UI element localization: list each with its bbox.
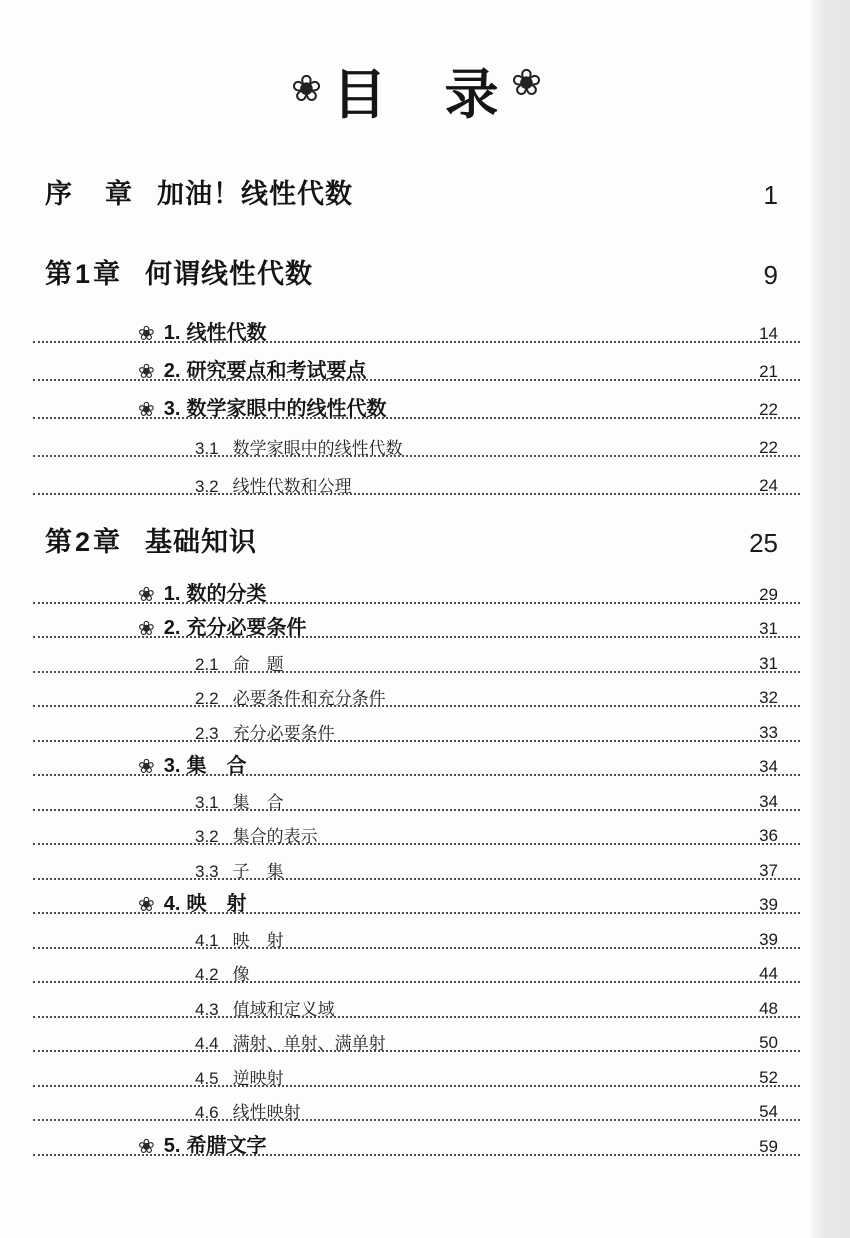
toc-item <box>33 985 800 1020</box>
item-page-number: 22 <box>759 400 778 419</box>
dotted-leader-line <box>33 1016 800 1018</box>
item-title: 数学家眼中的线性代数 <box>186 398 387 420</box>
toc-item <box>33 951 800 986</box>
chapter-title: 加油！线性代数 <box>157 179 353 209</box>
dotted-leader-line <box>33 493 800 495</box>
item-page-number: 33 <box>759 722 778 742</box>
item-page-number: 31 <box>759 619 778 638</box>
item-number: 2. <box>163 360 181 382</box>
item-title: 充分必要条件 <box>186 617 307 639</box>
item-page-number: 52 <box>759 1067 778 1087</box>
toc-item <box>33 813 800 848</box>
toc-chapter-heading <box>33 175 800 211</box>
toc-item <box>33 916 800 951</box>
item-number: 2. <box>163 617 181 639</box>
item-number: 2.3 <box>195 723 219 743</box>
item-page-number: 31 <box>759 653 778 673</box>
chapter-label: 第1章 <box>45 259 124 289</box>
item-number: 4.6 <box>195 1103 219 1122</box>
toc-item <box>33 421 800 459</box>
item-page-number: 54 <box>759 1102 778 1121</box>
dotted-leader-line <box>33 705 800 707</box>
item-page-number: 59 <box>759 1136 778 1156</box>
dotted-leader-line <box>33 1085 800 1087</box>
toc-chapter-heading <box>33 521 800 559</box>
dotted-leader-line <box>33 947 800 949</box>
page-title-text: 目 录 <box>332 65 501 125</box>
item-title: 数的分类 <box>186 582 267 605</box>
dotted-leader-line <box>33 878 800 880</box>
item-title: 希腊文字 <box>186 1134 267 1157</box>
flower-icon: ❀ <box>138 756 155 778</box>
item-page-number: 44 <box>759 964 778 983</box>
dotted-leader-line <box>33 671 800 673</box>
item-title: 必要条件和充分条件 <box>232 689 386 708</box>
item-page-number: 37 <box>759 860 778 880</box>
item-page-number: 50 <box>759 1033 778 1052</box>
item-number: 3. <box>163 755 181 777</box>
dotted-leader-line <box>33 981 800 983</box>
flower-icon: ❀ <box>138 361 155 383</box>
item-number: 2.1 <box>195 654 219 674</box>
toc-item <box>33 882 800 917</box>
chapter-items-group <box>33 307 800 497</box>
chapter-title: 基础知识 <box>145 527 258 557</box>
chapter-label: 序 章 <box>45 179 135 209</box>
chapter-page-number: 25 <box>749 528 778 558</box>
item-title: 线性映射 <box>232 1103 301 1122</box>
item-page-number: 36 <box>759 826 778 845</box>
flower-icon: ❀ <box>510 62 542 103</box>
item-number: 4. <box>163 893 181 915</box>
dotted-leader-line <box>33 1050 800 1052</box>
item-title: 子 集 <box>232 861 284 881</box>
item-page-number: 39 <box>759 895 778 914</box>
item-page-number: 29 <box>759 584 778 604</box>
flower-icon: ❀ <box>138 399 155 421</box>
dotted-leader-line <box>33 809 800 811</box>
item-title: 线性代数 <box>186 322 267 344</box>
toc-item <box>33 307 800 345</box>
item-number: 4.4 <box>195 1034 219 1053</box>
item-title: 值域和定义域 <box>232 999 335 1019</box>
item-number: 1. <box>163 322 181 344</box>
chapter-items-group <box>33 571 800 1158</box>
toc-chapter-heading <box>33 255 800 291</box>
item-number: 4.5 <box>195 1068 219 1088</box>
chapter-page-number: 1 <box>763 180 778 210</box>
toc-item <box>33 847 800 882</box>
item-title: 集 合 <box>186 755 247 777</box>
toc-item <box>33 1054 800 1089</box>
dotted-leader-line <box>33 455 800 457</box>
scanned-page-edge-shadow <box>812 0 850 1238</box>
item-number: 3.1 <box>195 439 219 458</box>
item-page-number: 39 <box>759 929 778 949</box>
toc-item <box>33 640 800 675</box>
toc-item <box>33 1089 800 1124</box>
item-page-number: 21 <box>759 362 778 381</box>
item-title: 集合的表示 <box>232 827 318 846</box>
flower-icon: ❀ <box>138 1135 155 1158</box>
item-title: 像 <box>232 965 250 984</box>
item-page-number: 32 <box>759 688 778 707</box>
item-title: 逆映射 <box>232 1068 284 1088</box>
item-title: 研究要点和考试要点 <box>186 360 367 382</box>
item-page-number: 48 <box>759 998 778 1018</box>
toc-item <box>33 709 800 744</box>
table-of-contents <box>33 175 800 1158</box>
toc-item <box>33 571 800 606</box>
item-page-number: 34 <box>759 791 778 811</box>
dotted-leader-line <box>33 843 800 845</box>
flower-icon: ❀ <box>138 894 155 916</box>
toc-item <box>33 1020 800 1055</box>
toc-item <box>33 459 800 497</box>
item-page-number: 24 <box>759 476 778 495</box>
item-number: 4.2 <box>195 965 219 984</box>
item-number: 2.2 <box>195 689 219 708</box>
toc-item <box>33 675 800 710</box>
item-title: 满射、单射、满单射 <box>232 1034 386 1053</box>
item-page-number: 14 <box>759 324 778 343</box>
item-title: 映 射 <box>186 893 247 915</box>
item-number: 1. <box>163 582 181 605</box>
dotted-leader-line <box>33 740 800 742</box>
toc-item <box>33 383 800 421</box>
flower-icon: ❀ <box>291 68 323 109</box>
toc-item <box>33 778 800 813</box>
item-number: 4.1 <box>195 930 219 950</box>
chapter-page-number: 9 <box>763 260 778 290</box>
item-title: 线性代数和公理 <box>232 477 352 496</box>
item-number: 5. <box>163 1134 181 1157</box>
flower-icon: ❀ <box>138 323 155 345</box>
toc-item <box>33 606 800 641</box>
chapter-title: 何谓线性代数 <box>145 259 314 289</box>
flower-icon: ❀ <box>138 618 155 640</box>
toc-item <box>33 345 800 383</box>
flower-icon: ❀ <box>138 583 155 606</box>
dotted-leader-line <box>33 1119 800 1121</box>
item-title: 充分必要条件 <box>232 723 335 743</box>
chapter-label: 第2章 <box>45 527 124 557</box>
page-title <box>33 0 800 129</box>
item-number: 3.2 <box>195 827 219 846</box>
item-title: 命 题 <box>232 654 284 674</box>
item-title: 映 射 <box>232 930 284 950</box>
item-title: 集 合 <box>232 792 284 812</box>
item-number: 3.1 <box>195 792 219 812</box>
item-title: 数学家眼中的线性代数 <box>232 439 403 458</box>
item-number: 3. <box>163 398 181 420</box>
item-page-number: 34 <box>759 757 778 776</box>
toc-item <box>33 744 800 779</box>
toc-page <box>33 0 800 1158</box>
item-number: 4.3 <box>195 999 219 1019</box>
toc-item <box>33 1123 800 1158</box>
item-page-number: 22 <box>759 438 778 457</box>
item-number: 3.2 <box>195 477 219 496</box>
item-number: 3.3 <box>195 861 219 881</box>
